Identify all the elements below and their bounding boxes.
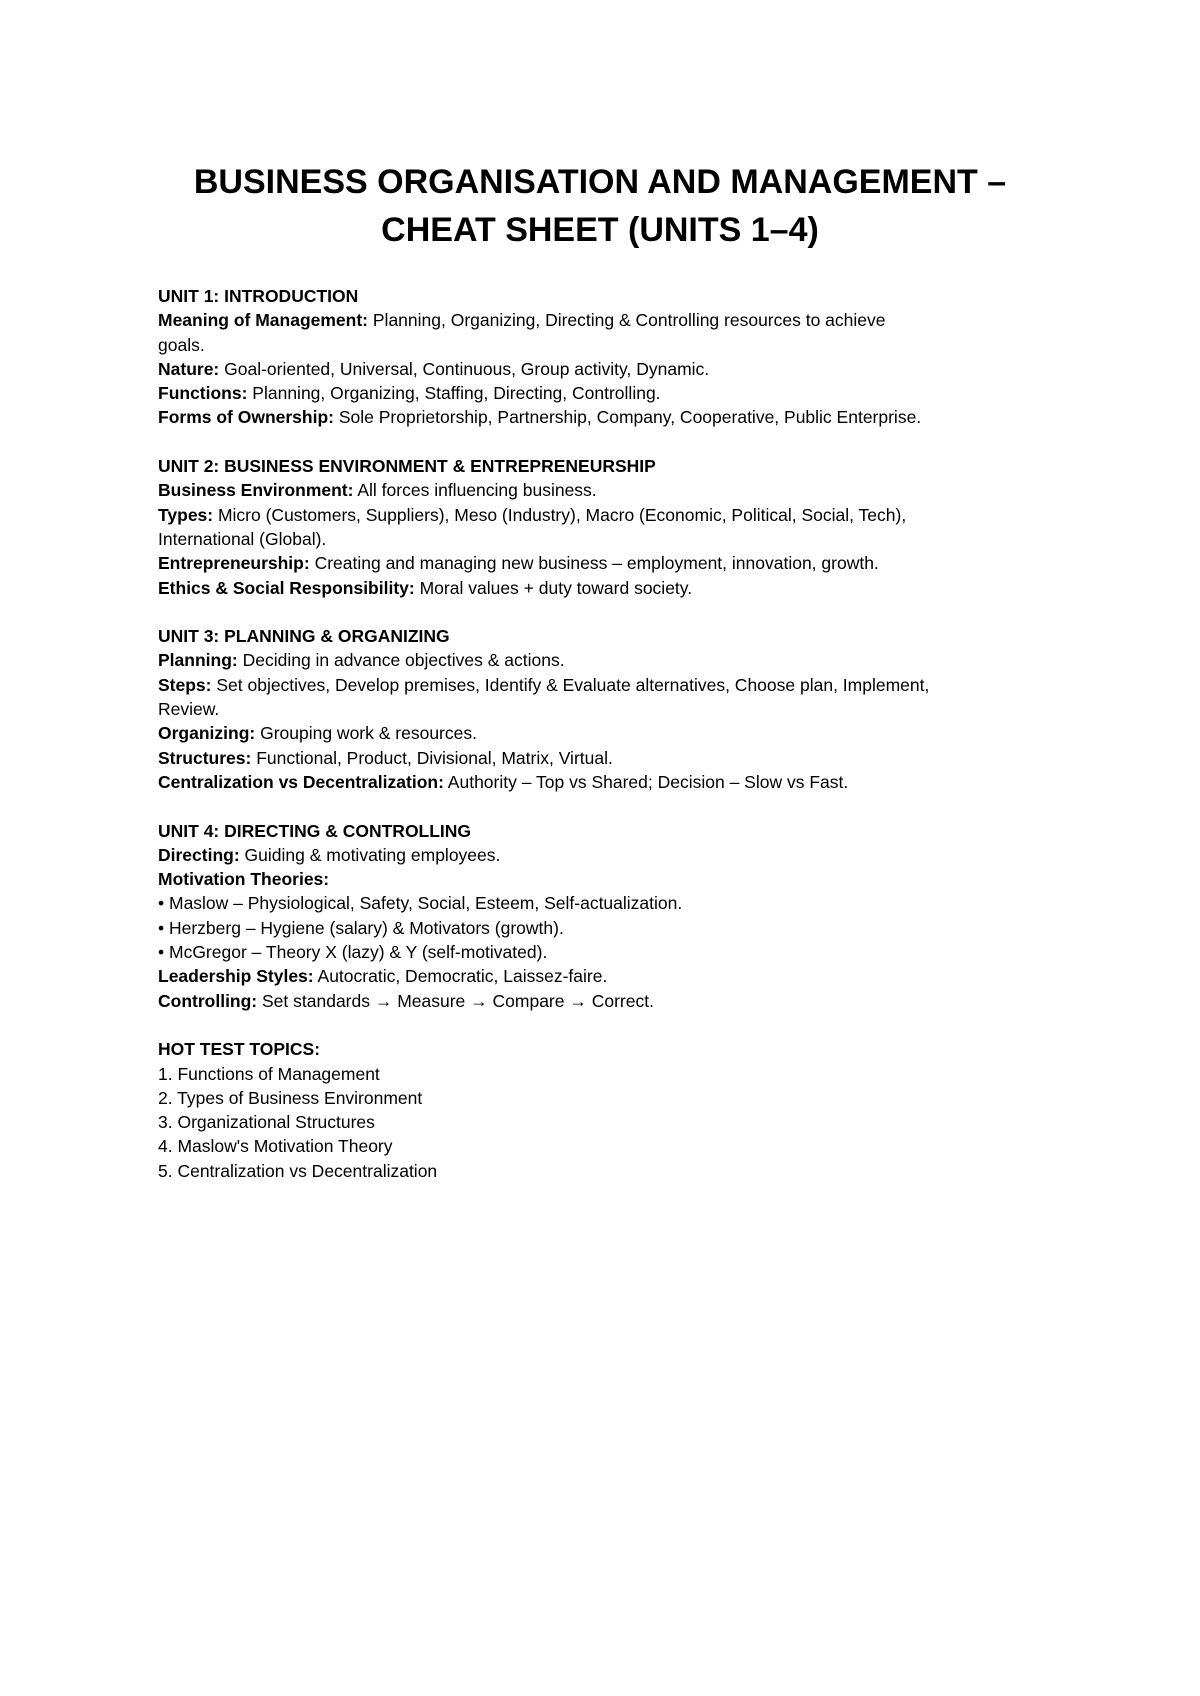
meaning-text: Planning, Organizing, Directing & Controlling resources to achieve	[368, 310, 886, 331]
steps-label: Steps:	[158, 674, 212, 695]
document-body	[158, 284, 1058, 1183]
planning-line	[158, 648, 1058, 672]
ethics-label: Ethics & Social Responsibility:	[158, 577, 415, 598]
types-line	[158, 503, 1058, 527]
directing-text: Guiding & motivating employees.	[239, 844, 501, 865]
meaning-text-cont: goals.	[158, 334, 205, 355]
list-item: 2. Types of Business Environment	[158, 1087, 423, 1108]
controlling-text: Set standards → Measure → Compare → Correct.	[257, 990, 654, 1011]
business-environment-line	[158, 478, 1058, 502]
unit-4-heading: UNIT 4: DIRECTING & CONTROLLING	[158, 820, 472, 841]
leadership-line	[158, 964, 1058, 988]
list-item: • Herzberg – Hygiene (salary) & Motivators (growth).	[158, 917, 564, 938]
unit-3-section	[158, 624, 1058, 794]
leadership-text: Autocratic, Democratic, Laissez-faire.	[313, 966, 608, 987]
meaning-of-management-line	[158, 308, 1058, 332]
unit-1-heading: UNIT 1: INTRODUCTION	[158, 286, 359, 306]
types-label: Types:	[158, 504, 214, 525]
list-item: 5. Centralization vs Decentralization	[158, 1160, 438, 1181]
steps-line	[158, 673, 1058, 697]
central-label: Centralization vs Decentralization:	[158, 771, 444, 792]
nature-line	[158, 357, 1058, 381]
env-label: Business Environment:	[158, 480, 354, 501]
forms-label: Forms of Ownership:	[158, 407, 334, 428]
functions-line	[158, 381, 1058, 405]
ethics-text: Moral values + duty toward society.	[414, 577, 693, 598]
section-spacer	[158, 794, 1058, 818]
list-item: 3. Organizational Structures	[158, 1112, 375, 1133]
organizing-text: Grouping work & resources.	[255, 723, 477, 744]
steps-text: Set objectives, Develop premises, Identify & Evaluate alternatives, Choose plan, Implement,	[211, 674, 930, 695]
central-text: Authority – Top vs Shared; Decision – Slow vs Fast.	[443, 771, 849, 792]
unit-2-section	[158, 454, 1058, 600]
page-title	[100, 158, 1100, 254]
title-line-1: BUSINESS ORGANISATION AND MANAGEMENT –	[193, 163, 1007, 201]
functions-text: Planning, Organizing, Staffing, Directing, Controlling.	[247, 383, 661, 404]
functions-label: Functions:	[158, 383, 248, 404]
list-item: • McGregor – Theory X (lazy) & Y (self-motivated).	[158, 942, 548, 963]
hot-topics-section	[158, 1037, 1058, 1183]
hot-topics-heading: HOT TEST TOPICS:	[158, 1039, 321, 1060]
entre-text: Creating and managing new business – employment, innovation, growth.	[309, 553, 879, 574]
unit-1-section	[158, 284, 1058, 430]
structures-line	[158, 746, 1058, 770]
planning-text: Deciding in advance objectives & actions.	[237, 650, 565, 671]
nature-text: Goal-oriented, Universal, Continuous, Group activity, Dynamic.	[219, 358, 710, 379]
unit-2-heading: UNIT 2: BUSINESS ENVIRONMENT & ENTREPRENEURSHIP	[158, 456, 656, 477]
types-text: Micro (Customers, Suppliers), Meso (Industry), Macro (Economic, Political, Social, Tech),	[213, 504, 907, 525]
forms-of-ownership-line	[158, 405, 1058, 429]
nature-label: Nature:	[158, 358, 220, 379]
planning-label: Planning:	[158, 650, 238, 671]
forms-text: Sole Proprietorship, Partnership, Company, Cooperative, Public Enterprise.	[333, 407, 922, 428]
structures-label: Structures:	[158, 747, 252, 768]
organizing-label: Organizing:	[158, 723, 256, 744]
list-item: 1. Functions of Management	[158, 1063, 380, 1084]
controlling-line	[158, 989, 1058, 1013]
controlling-label: Controlling:	[158, 990, 258, 1011]
types-text-cont: International (Global).	[158, 528, 327, 549]
env-text: All forces influencing business.	[353, 480, 597, 501]
organizing-line	[158, 721, 1058, 745]
section-spacer	[158, 600, 1058, 624]
directing-label: Directing:	[158, 844, 240, 865]
steps-text-cont: Review.	[158, 699, 220, 720]
structures-text: Functional, Product, Divisional, Matrix, Virtual.	[251, 747, 613, 768]
section-spacer	[158, 1013, 1058, 1037]
leadership-label: Leadership Styles:	[158, 966, 314, 987]
list-item: 4. Maslow's Motivation Theory	[158, 1136, 393, 1157]
motivation-theories-label: Motivation Theories:	[158, 869, 330, 890]
unit-4-section	[158, 819, 1058, 1013]
directing-line	[158, 843, 1058, 867]
entre-label: Entrepreneurship:	[158, 553, 310, 574]
meaning-label: Meaning of Management:	[158, 310, 369, 331]
entrepreneurship-line	[158, 551, 1058, 575]
section-spacer	[158, 430, 1058, 454]
unit-3-heading: UNIT 3: PLANNING & ORGANIZING	[158, 626, 450, 647]
ethics-line	[158, 576, 1058, 600]
list-item: • Maslow – Physiological, Safety, Social, Esteem, Self-actualization.	[158, 893, 683, 914]
title-line-2: CHEAT SHEET (UNITS 1–4)	[381, 211, 819, 249]
centralization-line	[158, 770, 1058, 794]
